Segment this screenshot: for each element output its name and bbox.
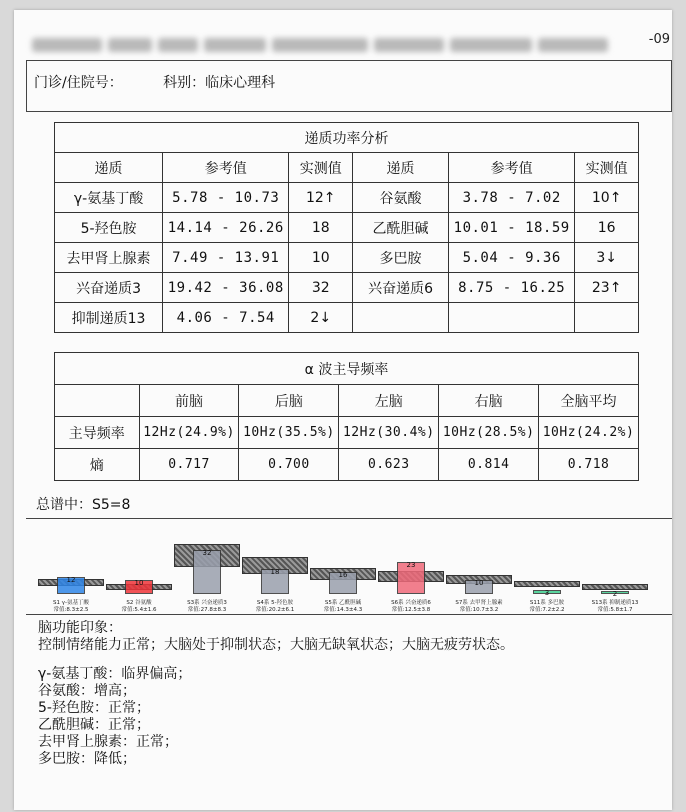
table-cell: 10Hz(24.2%): [539, 417, 639, 449]
bar-caption: [378, 600, 444, 614]
divider: [26, 60, 27, 112]
table-row: [55, 303, 639, 333]
table-header: 全脑平均: [539, 385, 639, 417]
table-cell: 5.78 - 10.73: [163, 183, 289, 213]
bar-value-label: 2: [612, 590, 618, 599]
table-header: 递质: [55, 153, 163, 183]
table-row: [55, 449, 639, 481]
bar-normal-range-label: 常值:27.8±8.3: [187, 607, 227, 613]
normal-range-band: [514, 581, 580, 587]
patient-info: [34, 72, 275, 92]
table-cell: 4.06 - 7.54: [163, 303, 289, 333]
table-cell: 0.700: [239, 449, 339, 481]
table-cell: 去甲肾上腺素: [55, 243, 163, 273]
table-header: [55, 385, 140, 417]
table-title: α 波主导频率: [55, 353, 639, 385]
chart-bar-group: [514, 528, 580, 618]
bar-category-label: S2 谷氨酸: [126, 600, 152, 606]
spacer: [38, 654, 514, 666]
patient-id-label: 门诊/住院号：: [34, 75, 123, 91]
table-cell: 多巴胺: [353, 243, 449, 273]
table-cell: 谷氨酸: [353, 183, 449, 213]
bar-category-label: S6系 兴奋递质6: [391, 600, 431, 606]
bar-caption: [242, 600, 308, 614]
table-cell: 熵: [55, 449, 140, 481]
table-cell: 18: [289, 213, 353, 243]
bar-normal-range-label: 常值:7.2±2.2: [529, 607, 565, 613]
table-row: [55, 213, 639, 243]
table-header-row: [55, 385, 639, 417]
spectrum-summary: 总谱中：S5=8: [36, 497, 131, 513]
table-row: [55, 417, 639, 449]
bar-caption: [582, 600, 648, 614]
chart-bar-group: [378, 528, 444, 618]
table-header: 后脑: [239, 385, 339, 417]
impression-notes: [38, 620, 514, 768]
neurotransmitter-bar-chart: [34, 528, 654, 618]
bar-normal-range-label: 常值:14.3±4.3: [323, 607, 363, 613]
bar-caption: [106, 600, 172, 614]
table-cell: 5-羟色胺: [55, 213, 163, 243]
bar-caption: [174, 600, 240, 614]
table-row: [55, 243, 639, 273]
table-cell: 8.75 - 16.25: [449, 273, 575, 303]
bar-value-label: 32: [202, 548, 212, 557]
table-cell: 0.814: [439, 449, 539, 481]
table-cell: 7.49 - 13.91: [163, 243, 289, 273]
bar-value-label: 12: [66, 576, 76, 585]
table-cell: 0.717: [139, 449, 239, 481]
table-header: 递质: [353, 153, 449, 183]
table-cell: 兴奋递质6: [353, 273, 449, 303]
table-header-row: [55, 153, 639, 183]
table-cell: 10Hz(35.5%): [239, 417, 339, 449]
bar-normal-range-label: 常值:5.4±1.6: [121, 607, 157, 613]
impression-text: 控制情绪能力正常；大脑处于抑制状态；大脑无缺氧状态；大脑无疲劳状态。: [38, 637, 514, 653]
table-cell: 14.14 - 26.26: [163, 213, 289, 243]
bar-normal-range-label: 常值:10.7±3.2: [459, 607, 499, 613]
table-cell: 10.01 - 18.59: [449, 213, 575, 243]
bar-normal-range-label: 常值:5.8±1.7: [597, 607, 633, 613]
bar-category-label: S3系 兴奋递质3: [187, 600, 227, 606]
table-cell: 23↑: [575, 273, 639, 303]
bar-normal-range-label: 常值:8.3±2.5: [53, 607, 89, 613]
divider: [26, 614, 672, 615]
divider: [26, 60, 672, 61]
table-cell: 19.42 - 36.08: [163, 273, 289, 303]
table-cell: 3.78 - 7.02: [449, 183, 575, 213]
table-row: [55, 183, 639, 213]
table-title: 递质功率分析: [55, 123, 639, 153]
bar-category-label: S13系 抑制递质13: [591, 600, 639, 606]
table-header: 参考值: [449, 153, 575, 183]
bar-category-label: S5系 乙酰胆碱: [324, 600, 362, 606]
divider: [26, 518, 672, 519]
finding-item: 乙酰胆碱：正常；: [38, 717, 150, 733]
report-page: [14, 10, 672, 810]
impression-heading: 脑功能印象：: [38, 620, 122, 636]
table-cell: [353, 303, 449, 333]
table-cell: 0.623: [339, 449, 439, 481]
table-cell: γ-氨基丁酸: [55, 183, 163, 213]
alpha-wave-table: [54, 352, 639, 481]
header-date: -09: [648, 32, 670, 47]
bar-category-label: S7系 去甲肾上腺素: [455, 600, 503, 606]
bar-value-label: 23: [406, 561, 416, 570]
bar-value-label: 10: [134, 579, 144, 588]
table-header: 实测值: [289, 153, 353, 183]
bar-value-label: 18: [270, 568, 280, 576]
table-header: 前脑: [139, 385, 239, 417]
bar-normal-range-label: 常值:20.2±6.1: [255, 607, 295, 613]
table-cell: 10↑: [575, 183, 639, 213]
chart-bar-group: [38, 528, 104, 618]
chart-bar-group: [106, 528, 172, 618]
chart-bar-group: [310, 528, 376, 618]
neurotransmitter-table: [54, 122, 639, 333]
table-cell: 32: [289, 273, 353, 303]
table-cell: 12↑: [289, 183, 353, 213]
table-cell: [575, 303, 639, 333]
chart-bar-group: [446, 528, 512, 618]
chart-bar-group: [242, 528, 308, 618]
bar-value-label: 10: [474, 579, 484, 588]
table-header: 右脑: [439, 385, 539, 417]
table-cell: 12Hz(30.4%): [339, 417, 439, 449]
table-cell: 主导频率: [55, 417, 140, 449]
table-cell: 12Hz(24.9%): [139, 417, 239, 449]
table-cell: 3↓: [575, 243, 639, 273]
chart-bar-group: [174, 528, 240, 618]
table-header: 左脑: [339, 385, 439, 417]
bar-normal-range-label: 常值:12.5±3.8: [391, 607, 431, 613]
table-cell: 0.718: [539, 449, 639, 481]
table-cell: 10: [289, 243, 353, 273]
finding-item: 5-羟色胺：正常；: [38, 700, 150, 716]
bar-caption: [514, 600, 580, 614]
table-cell: 10Hz(28.5%): [439, 417, 539, 449]
table-row: [55, 273, 639, 303]
bar-value-label: 16: [338, 570, 348, 579]
redacted-header: [32, 30, 652, 60]
table-header: 实测值: [575, 153, 639, 183]
table-cell: 兴奋递质3: [55, 273, 163, 303]
bar-caption: [310, 600, 376, 614]
bar-category-label: S11系 多巴胺: [529, 600, 565, 606]
table-cell: 2↓: [289, 303, 353, 333]
bar-category-label: S1 γ-氨基丁酸: [53, 600, 89, 606]
table-cell: 乙酰胆碱: [353, 213, 449, 243]
divider: [26, 111, 672, 112]
chart-bar-group: [582, 528, 648, 618]
divider: [671, 60, 672, 112]
table-cell: 抑制递质13: [55, 303, 163, 333]
bar-category-label: S4系 5-羟色胺: [256, 600, 294, 606]
table-cell: 16: [575, 213, 639, 243]
table-cell: 5.04 - 9.36: [449, 243, 575, 273]
finding-item: 谷氨酸：增高；: [38, 683, 136, 699]
table-cell: [449, 303, 575, 333]
bar-caption: [446, 600, 512, 614]
bar-caption: [38, 600, 104, 614]
bar-value-label: 3: [544, 588, 550, 597]
finding-item: 多巴胺：降低；: [38, 751, 136, 767]
finding-item: 去甲肾上腺素：正常；: [38, 734, 178, 750]
normal-range-band: [582, 584, 648, 590]
table-header: 参考值: [163, 153, 289, 183]
department-label: 科别：临床心理科: [163, 75, 276, 91]
finding-item: γ-氨基丁酸：临界偏高；: [38, 666, 192, 682]
